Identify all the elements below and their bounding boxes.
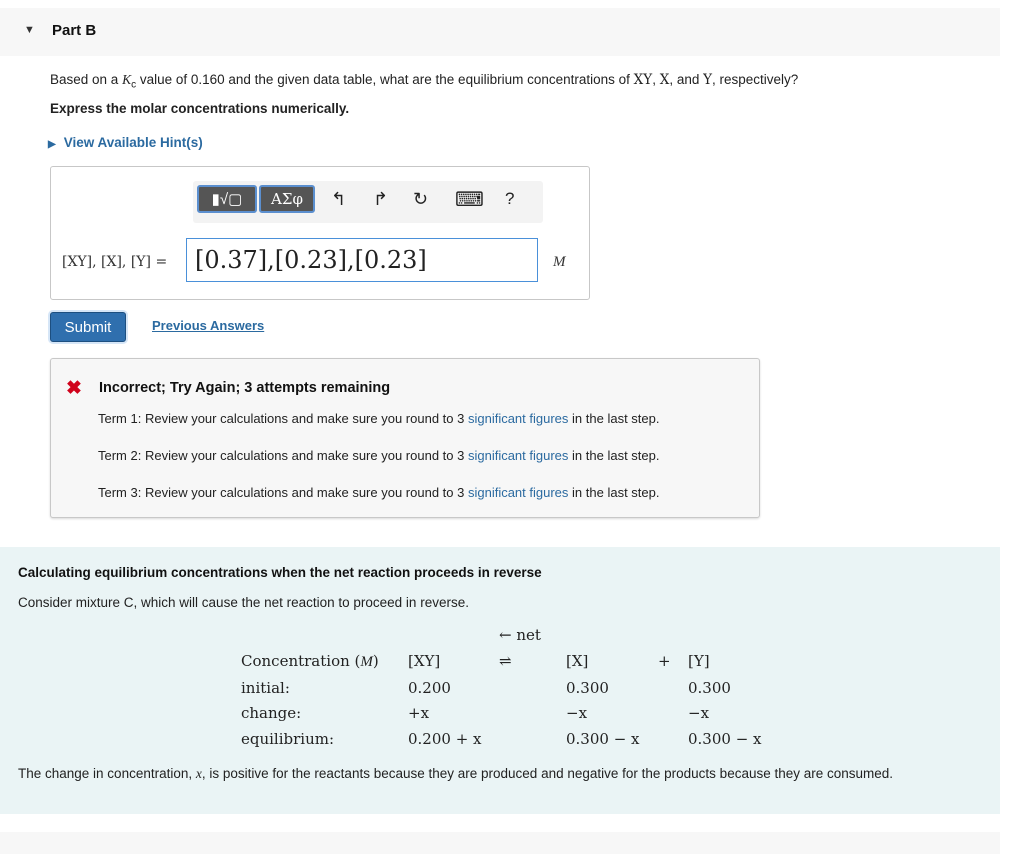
keyboard-icon[interactable]: ⌨ xyxy=(455,189,484,211)
tutorial-subtitle: Consider mixture C, which will cause the net reaction to proceed in reverse. xyxy=(18,595,469,610)
question-mid: value of 0.160 and the given data table, what are the equilibrium concentrations of xyxy=(136,72,634,87)
question-post: , respectively? xyxy=(712,72,799,87)
kc-symbol: K xyxy=(122,72,132,87)
next-part-header[interactable] xyxy=(0,832,1000,854)
equilibrium-arrow: ⇌ xyxy=(499,652,512,670)
sig-figs-link[interactable]: significant figures xyxy=(467,411,569,426)
row-label: initial: xyxy=(241,679,290,697)
tutorial-footer xyxy=(18,765,938,782)
question-sep-1: , xyxy=(652,72,660,87)
col-header-x: [X] xyxy=(566,652,589,670)
footer-var: x xyxy=(195,766,202,781)
part-header[interactable] xyxy=(0,8,1000,56)
cell-y: −x xyxy=(688,704,710,722)
undo-icon[interactable]: ↰ xyxy=(331,189,347,209)
species-xy: XY xyxy=(633,72,653,88)
sig-figs-link[interactable]: significant figures xyxy=(467,485,569,500)
question-text xyxy=(50,72,798,91)
cell-xy: 0.200 + x xyxy=(408,730,482,748)
tutorial-title: Calculating equilibrium concentrations when the net reaction proceeds in reverse xyxy=(18,565,542,580)
expand-triangle-icon: ▶ xyxy=(48,139,56,150)
table-header-label xyxy=(241,652,379,671)
view-hints-link[interactable] xyxy=(48,135,203,150)
term-text-end: in the last step. xyxy=(568,448,660,463)
answer-unit: M xyxy=(553,254,566,270)
col-header-xy: [XY] xyxy=(408,652,441,670)
submit-button[interactable]: Submit xyxy=(50,312,126,342)
feedback-term xyxy=(98,411,659,426)
help-icon[interactable]: ? xyxy=(505,189,515,208)
term-text: Term 1: Review your calculations and make sure you round to 3 xyxy=(98,411,468,426)
row-label: equilibrium: xyxy=(241,730,335,748)
cell-y: 0.300 xyxy=(688,679,731,697)
math-toolbar xyxy=(193,181,543,223)
redo-icon[interactable]: ↱ xyxy=(373,189,389,209)
plus-sign: + xyxy=(658,652,671,670)
feedback-term xyxy=(98,448,659,463)
instruction-text: Express the molar concentrations numerically. xyxy=(50,101,350,116)
header-text: Concentration ( xyxy=(241,652,361,670)
cell-x: −x xyxy=(566,704,588,722)
sig-figs-link[interactable]: significant figures xyxy=(467,448,569,463)
error-x-icon: ✖ xyxy=(66,378,82,399)
col-header-y: [Y] xyxy=(688,652,710,670)
question-sep-2: , and xyxy=(669,72,704,87)
header-close: ) xyxy=(372,652,379,670)
cell-xy: +x xyxy=(408,704,430,722)
term-text-end: in the last step. xyxy=(568,411,660,426)
templates-button[interactable]: ▮√▢ xyxy=(197,185,257,213)
kc-subscript: c xyxy=(131,79,137,91)
cell-x: 0.300 xyxy=(566,679,609,697)
cell-y: 0.300 − x xyxy=(688,730,762,748)
hint-label: View Available Hint(s) xyxy=(63,135,203,150)
feedback-title: Incorrect; Try Again; 3 attempts remaining xyxy=(99,380,391,396)
cell-x: 0.300 − x xyxy=(566,730,640,748)
footer-post: , is positive for the reactants because they are produced and negative for the products because they are consumed. xyxy=(201,766,894,781)
row-label: change: xyxy=(241,704,302,722)
previous-answers-link[interactable]: Previous Answers xyxy=(152,318,265,333)
greek-symbols-button[interactable]: ΑΣφ xyxy=(259,185,315,213)
net-direction-label: ← net xyxy=(499,626,541,644)
species-x: X xyxy=(659,72,670,88)
answer-input[interactable] xyxy=(186,238,538,282)
term-text-end: in the last step. xyxy=(568,485,660,500)
part-title: Part B xyxy=(52,22,97,39)
term-text: Term 3: Review your calculations and make sure you round to 3 xyxy=(98,485,468,500)
species-y: Y xyxy=(703,72,713,88)
question-pre: Based on a xyxy=(50,72,123,87)
answer-label: [XY], [X], [Y] = xyxy=(62,254,168,270)
feedback-term xyxy=(98,485,659,500)
collapse-icon[interactable]: ▼ xyxy=(24,24,35,36)
header-unit: M xyxy=(360,654,373,670)
cell-xy: 0.200 xyxy=(408,679,451,697)
footer-pre: The change in concentration, xyxy=(18,766,196,781)
reset-icon[interactable]: ↻ xyxy=(413,189,429,209)
term-text: Term 2: Review your calculations and make sure you round to 3 xyxy=(98,448,468,463)
